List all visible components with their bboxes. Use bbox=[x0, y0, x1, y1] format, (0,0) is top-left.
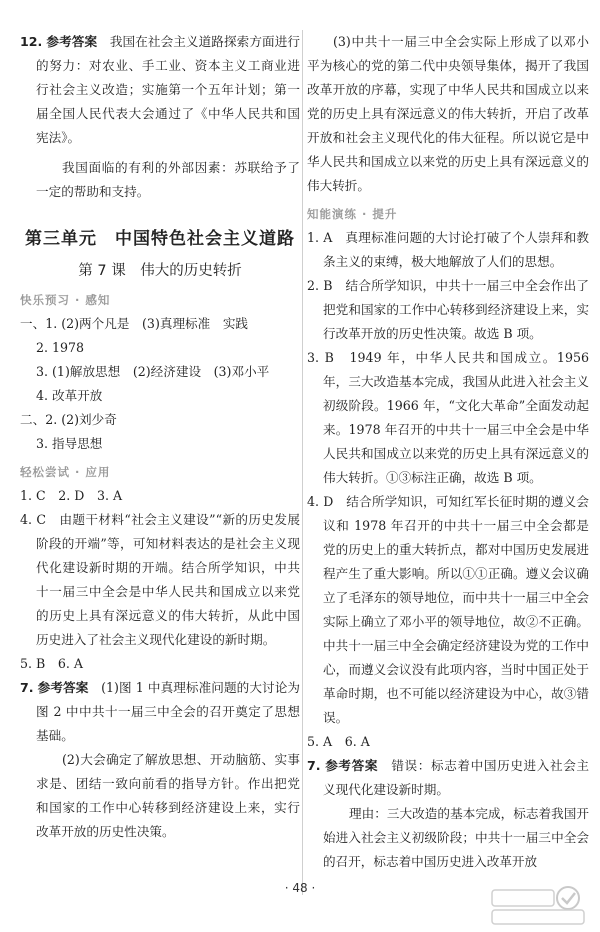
lesson-title: 第 7 课 伟大的历史转折 bbox=[78, 263, 242, 279]
right-column bbox=[307, 30, 589, 874]
practice-answer: 4. D 结合所学知识，可知红军长征时期的遵义会议和 1978 年召开的中共十一届三中全会都是党的历史上的重大转折点，都对中国历史发展进程产生了重大影响。所以①①正确。遵义会议确立了毛泽东的领导地位，而中共十一届三中全会实际上确立了邓小平的领导地位，故②不正确。中共十一届三中全会确定经济建设为党的工作中心，而遵义会议没有此项内容，当时中国正处于革命时期，也不可能以经济建设为中心，故③错误。 bbox=[307, 494, 589, 725]
section-header-application: 轻松尝试 · 应用 bbox=[20, 465, 111, 479]
page-number: · 48 · bbox=[284, 881, 316, 895]
application-answer: 5. B 6. A bbox=[20, 656, 83, 671]
section-header-practice: 知能演练 · 提升 bbox=[307, 207, 398, 221]
unit-title: 第三单元 中国特色社会主义道路 bbox=[25, 229, 295, 249]
watermark-logo-icon bbox=[488, 884, 588, 928]
answer-label: 参考答案 bbox=[46, 34, 98, 49]
watermark-logo bbox=[488, 884, 588, 928]
practice-question-7-reason: 理由：三大改造的基本完成，标志着我国开始进入社会主义初级阶段；中共十一届三中全会的召开，标志着中国历史进入改革开放 bbox=[323, 806, 589, 869]
question-7: 7. 参考答案 (1)图 1 中真理标准问题的大讨论为图 2 中中共十一届三中全会的召开奠定了思想基础。 bbox=[20, 680, 300, 743]
preview-answer: 二、2. (2)刘少奇 bbox=[20, 412, 117, 427]
practice-question-7: 7. 参考答案 错误：标志着中国历史进入社会主义现代化建设新时期。 bbox=[307, 758, 590, 797]
question-7-part-3: (3)中共十一届三中全会实际上形成了以邓小平为核心的党的第二代中央领导集体，揭开了我国改革开放的序幕，实现了中华人民共和国成立以来党的历史上具有深远意义的伟大转折，开启了改革开放和社会主义现代化的伟大征程。所以说它是中华人民共和国成立以来党的历史上具有深远意义的伟大转折。 bbox=[307, 34, 589, 193]
preview-answer: 2. 1978 bbox=[36, 340, 85, 355]
application-answer: 1. C 2. D 3. A bbox=[20, 488, 123, 503]
preview-answer: 3. (1)解放思想 (2)经济建设 (3)邓小平 bbox=[36, 364, 270, 379]
practice-answer: 3. B 1949 年，中华人民共和国成立。1956 年，三大改造基本完成，我国从此进入社会主义初级阶段。1966 年，“文化大革命”全面发动起来。1978 年召开的中共十一届三中全会是中华人民共和国成立以来党的历史上具有深远意义的伟大转折。①③标注正确，故选 B 项。 bbox=[307, 350, 589, 485]
left-column bbox=[20, 30, 300, 844]
application-answer: 4. C 由题干材料“社会主义建设”“新的历史发展阶段的开端”等，可知材料表达的是社会主义现代化建设新时期的开端。结合所学知识，中共十一届三中全会是中华人民共和国成立以来党的历史上具有深远意义的伟大转折，从此中国历史进入了社会主义现代化建设的新时期。 bbox=[20, 512, 300, 647]
question-12-extra: 我国面临的有利的外部因素：苏联给予了一定的帮助和支持。 bbox=[36, 160, 300, 199]
question-7-part-2: (2)大会确定了解放思想、开动脑筋、实事求是、团结一致向前看的指导方针。作出把党和国家的工作中心转移到经济建设上来，实行改革开放的历史性决策。 bbox=[36, 752, 300, 839]
section-header-preview: 快乐预习 · 感知 bbox=[20, 293, 111, 307]
practice-answer: 1. A 真理标准问题的大讨论打破了个人崇拜和教条主义的束缚，极大地解放了人们的思想。 bbox=[307, 230, 589, 269]
practice-answer: 2. B 结合所学知识，中共十一届三中全会作出了把党和国家的工作中心转移到经济建设上来，实行改革开放的历史性决策。故选 B 项。 bbox=[307, 278, 589, 341]
preview-answer: 4. 改革开放 bbox=[36, 388, 103, 403]
column-divider bbox=[302, 30, 303, 895]
answer-label: 参考答案 bbox=[325, 758, 379, 773]
question-12: 12. 参考答案 我国在社会主义道路探索方面进行的努力：对农业、手工业、资本主义工商业进行社会主义改造；实施第一个五年计划；第一届全国人民代表大会通过了《中华人民共和国宪法》。 bbox=[20, 34, 300, 145]
answer-label: 参考答案 bbox=[37, 680, 89, 695]
practice-answer: 5. A 6. A bbox=[307, 734, 370, 749]
preview-answer: 3. 指导思想 bbox=[36, 436, 103, 451]
preview-answer: 一、1. (2)两个凡是 (3)真理标准 实践 bbox=[20, 316, 249, 331]
